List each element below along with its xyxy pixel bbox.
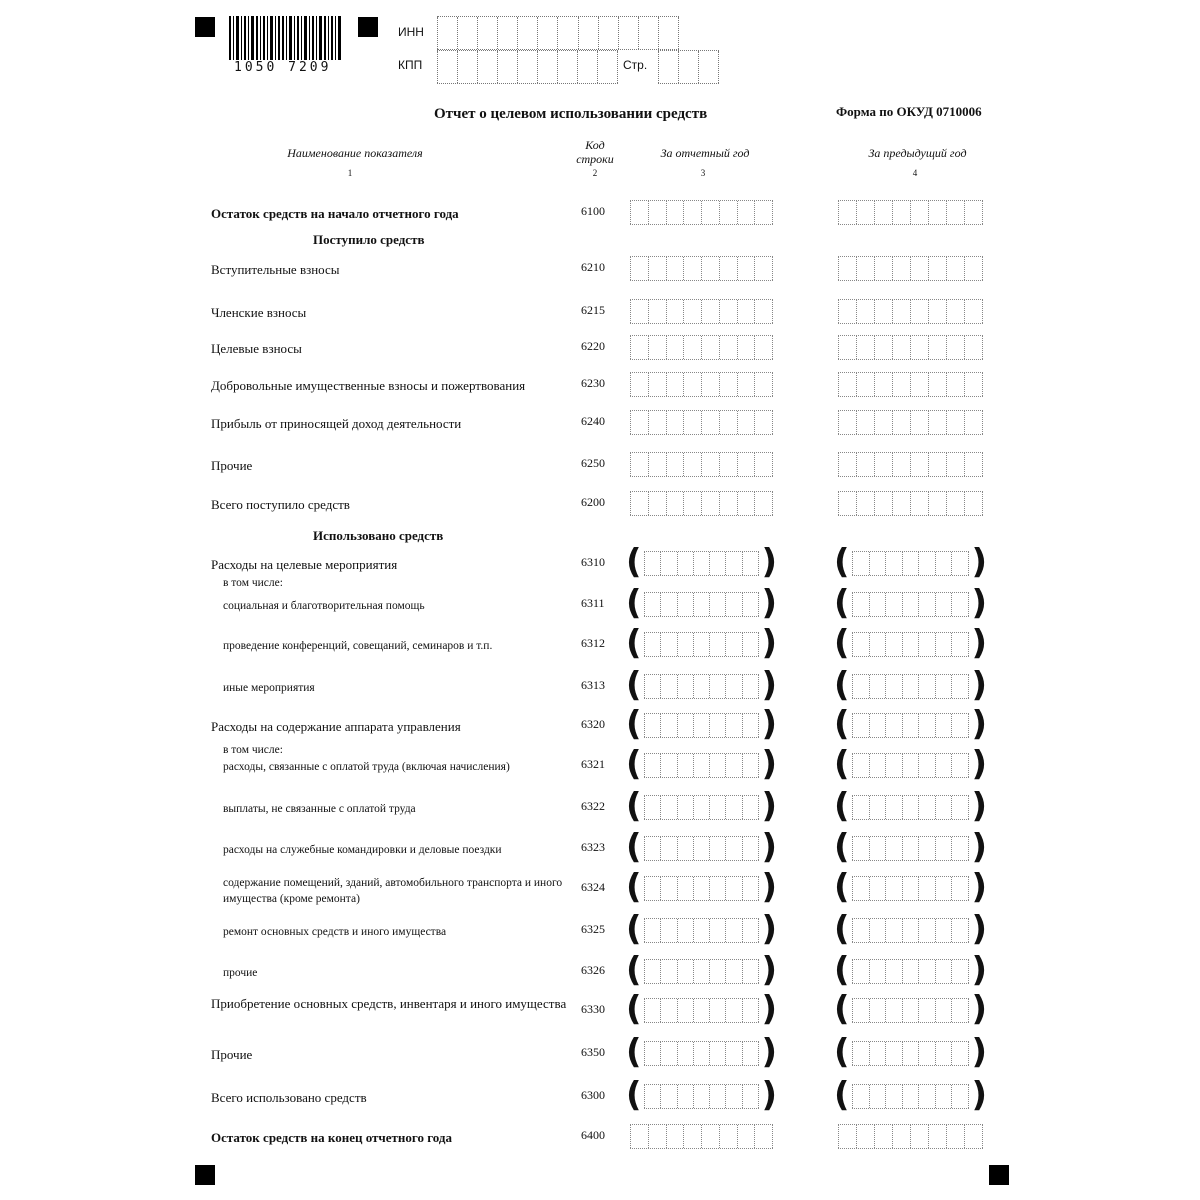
cell-grid	[644, 959, 759, 984]
row-code: 6220	[581, 339, 605, 353]
cell-grid	[838, 410, 983, 435]
row-code: 6311	[581, 596, 605, 610]
section-received: Поступило средств	[313, 232, 425, 247]
cell-grid	[852, 998, 969, 1023]
current-year-field[interactable]	[630, 452, 773, 477]
row-code: 6350	[581, 1045, 605, 1059]
open-paren-mark: (	[626, 1032, 642, 1072]
row-code: 6100	[581, 204, 605, 218]
open-paren-mark: (	[834, 989, 850, 1029]
previous-year-field[interactable]	[838, 299, 983, 324]
current-year-field[interactable]	[626, 583, 777, 623]
cell-grid	[630, 452, 773, 477]
cell-grid	[852, 876, 969, 901]
row-label: проведение конференций, совещаний, семинаров и т.п.	[223, 640, 493, 652]
cell-grid	[644, 1041, 759, 1066]
close-paren-mark: )	[761, 542, 777, 582]
open-paren-mark: (	[626, 867, 642, 907]
cell-grid	[630, 1124, 773, 1149]
close-paren-mark: )	[761, 704, 777, 744]
current-year-field[interactable]	[626, 704, 777, 744]
close-paren-mark: )	[761, 950, 777, 990]
cell-grid	[838, 200, 983, 225]
cell-grid	[838, 299, 983, 324]
cell-grid	[852, 592, 969, 617]
cell-grid	[630, 200, 773, 225]
open-paren-mark: (	[626, 704, 642, 744]
open-paren-mark: (	[626, 583, 642, 623]
current-year-field[interactable]	[630, 256, 773, 281]
cell-grid	[644, 713, 759, 738]
close-paren-mark: )	[761, 665, 777, 705]
open-paren-mark: (	[834, 704, 850, 744]
current-year-field[interactable]	[630, 200, 773, 225]
close-paren-mark: )	[971, 1032, 987, 1072]
column-header-code-line1: Код	[585, 138, 605, 152]
cell-grid	[852, 918, 969, 943]
cell-grid	[838, 335, 983, 360]
cell-grid	[852, 753, 969, 778]
current-year-field[interactable]	[630, 335, 773, 360]
row-label: Остаток средств на конец отчетного года	[211, 1130, 453, 1145]
previous-year-field[interactable]	[834, 665, 987, 705]
row-label: Прочие	[211, 1047, 253, 1062]
row-label: Расходы на содержание аппарата управления	[211, 719, 461, 734]
cell-grid	[838, 256, 983, 281]
current-year-field[interactable]	[626, 867, 777, 907]
inn-label: ИНН	[398, 25, 424, 39]
previous-year-field[interactable]	[834, 786, 987, 826]
open-paren-mark: (	[626, 989, 642, 1029]
current-year-field[interactable]	[630, 372, 773, 397]
current-year-field[interactable]	[630, 1124, 773, 1149]
row-code: 6312	[581, 636, 605, 650]
cell-grid	[838, 491, 983, 516]
open-paren-mark: (	[834, 950, 850, 990]
open-paren-mark: (	[834, 1075, 850, 1115]
close-paren-mark: )	[971, 950, 987, 990]
column-number-3: 3	[700, 168, 706, 178]
close-paren-mark: )	[761, 909, 777, 949]
cell-grid	[838, 1124, 983, 1149]
row-label: Расходы на целевые мероприятия	[211, 557, 398, 572]
row-code: 6215	[581, 303, 605, 317]
row-code: 6323	[581, 840, 605, 854]
cell-grid	[644, 836, 759, 861]
row-label: социальная и благотворительная помощь	[223, 600, 425, 612]
okud-code: Форма по ОКУД 0710006	[836, 104, 982, 119]
current-year-field[interactable]	[626, 623, 777, 663]
section-used: Использовано средств	[313, 528, 444, 543]
open-paren-mark: (	[834, 786, 850, 826]
cell-grid	[630, 299, 773, 324]
previous-year-field[interactable]	[834, 989, 987, 1029]
row-label: Всего использовано средств	[211, 1090, 367, 1105]
corner-marker-top-right	[358, 17, 378, 37]
current-year-field[interactable]	[626, 827, 777, 867]
row-code: 6230	[581, 376, 605, 390]
current-year-field[interactable]	[626, 1032, 777, 1072]
open-paren-mark: (	[626, 542, 642, 582]
column-number-1: 1	[347, 168, 353, 178]
cell-grid	[630, 372, 773, 397]
previous-year-field[interactable]	[834, 704, 987, 744]
open-paren-mark: (	[626, 827, 642, 867]
open-paren-mark: (	[834, 744, 850, 784]
cell-grid	[644, 632, 759, 657]
corner-marker-top-left	[195, 17, 215, 37]
cell-grid	[644, 674, 759, 699]
row-code: 6310	[581, 555, 605, 569]
cell-grid	[630, 410, 773, 435]
including-note: в том числе:	[223, 744, 283, 756]
close-paren-mark: )	[761, 786, 777, 826]
row-code: 6325	[581, 922, 605, 936]
row-label: Вступительные взносы	[211, 262, 340, 277]
page-number-field[interactable]	[658, 50, 719, 84]
open-paren-mark: (	[834, 1032, 850, 1072]
close-paren-mark: )	[971, 1075, 987, 1115]
close-paren-mark: )	[761, 989, 777, 1029]
previous-year-field[interactable]	[838, 1124, 983, 1149]
open-paren-mark: (	[626, 1075, 642, 1115]
row-label: Добровольные имущественные взносы и пожертвования	[211, 378, 526, 393]
cell-grid	[852, 795, 969, 820]
row-code: 6250	[581, 456, 605, 470]
cell-grid	[644, 753, 759, 778]
row-label: выплаты, не связанные с оплатой труда	[223, 803, 416, 815]
corner-marker-bottom-left	[195, 1165, 215, 1185]
close-paren-mark: )	[971, 909, 987, 949]
close-paren-mark: )	[971, 583, 987, 623]
open-paren-mark: (	[626, 744, 642, 784]
open-paren-mark: (	[834, 827, 850, 867]
previous-year-field[interactable]	[834, 1032, 987, 1072]
close-paren-mark: )	[971, 623, 987, 663]
close-paren-mark: )	[971, 744, 987, 784]
open-paren-mark: (	[834, 665, 850, 705]
column-header-current-year: За отчетный год	[660, 146, 750, 160]
open-paren-mark: (	[626, 950, 642, 990]
cell-grid	[838, 372, 983, 397]
close-paren-mark: )	[761, 867, 777, 907]
column-number-4: 4	[912, 168, 918, 178]
inn-field[interactable]	[437, 16, 679, 50]
row-label: Приобретение основных средств, инвентаря и иного имущества	[211, 996, 567, 1011]
open-paren-mark: (	[834, 542, 850, 582]
column-header-code-line2: строки	[576, 152, 614, 166]
current-year-field[interactable]	[626, 744, 777, 784]
close-paren-mark: )	[971, 827, 987, 867]
cell-grid	[630, 335, 773, 360]
cell-grid	[852, 959, 969, 984]
current-year-field[interactable]	[626, 909, 777, 949]
previous-year-field[interactable]	[834, 827, 987, 867]
close-paren-mark: )	[971, 867, 987, 907]
previous-year-field[interactable]	[834, 1075, 987, 1115]
current-year-field[interactable]	[626, 786, 777, 826]
cell-grid	[644, 998, 759, 1023]
cell-grid	[644, 551, 759, 576]
cell-grid	[644, 918, 759, 943]
cell-grid	[644, 876, 759, 901]
cell-grid	[644, 1084, 759, 1109]
row-label: Всего поступило средств	[211, 497, 350, 512]
row-label: Целевые взносы	[211, 341, 302, 356]
previous-year-field[interactable]	[838, 452, 983, 477]
row-code: 6321	[581, 757, 605, 771]
page-label: Стр.	[623, 58, 648, 72]
previous-year-field[interactable]	[834, 744, 987, 784]
row-label: расходы, связанные с оплатой труда (включая начисления)	[223, 761, 510, 773]
row-label: ремонт основных средств и иного имущества	[223, 926, 447, 938]
row-code: 6400	[581, 1128, 605, 1142]
kpp-label: КПП	[398, 58, 423, 72]
row-code: 6200	[581, 495, 605, 509]
barcode	[229, 16, 341, 60]
row-code: 6320	[581, 717, 605, 731]
close-paren-mark: )	[761, 1032, 777, 1072]
open-paren-mark: (	[626, 909, 642, 949]
row-code: 6322	[581, 799, 605, 813]
current-year-field[interactable]	[626, 1075, 777, 1115]
row-code: 6326	[581, 963, 605, 977]
row-label: расходы на служебные командировки и деловые поездки	[223, 844, 502, 856]
row-code: 6300	[581, 1088, 605, 1102]
row-code: 6210	[581, 260, 605, 274]
row-label: Прочие	[211, 458, 253, 473]
close-paren-mark: )	[761, 827, 777, 867]
previous-year-field[interactable]	[838, 410, 983, 435]
cell-grid	[644, 795, 759, 820]
kpp-field[interactable]	[437, 50, 618, 84]
row-label: содержание помещений, зданий, автомобильного транспорта и иного имущества (кроме ремонта)	[223, 877, 563, 905]
previous-year-field[interactable]	[834, 623, 987, 663]
open-paren-mark: (	[626, 665, 642, 705]
column-header-previous-year: За предыдущий год	[868, 146, 967, 160]
previous-year-field[interactable]	[834, 867, 987, 907]
previous-year-field[interactable]	[838, 200, 983, 225]
including-note: в том числе:	[223, 577, 283, 589]
previous-year-field[interactable]	[838, 372, 983, 397]
column-number-2: 2	[592, 168, 598, 178]
current-year-field[interactable]	[630, 299, 773, 324]
cell-grid	[630, 256, 773, 281]
close-paren-mark: )	[971, 542, 987, 582]
previous-year-field[interactable]	[834, 542, 987, 582]
previous-year-field[interactable]	[834, 909, 987, 949]
open-paren-mark: (	[626, 786, 642, 826]
current-year-field[interactable]	[626, 665, 777, 705]
previous-year-field[interactable]	[834, 583, 987, 623]
open-paren-mark: (	[834, 583, 850, 623]
open-paren-mark: (	[626, 623, 642, 663]
cell-grid	[852, 836, 969, 861]
current-year-field[interactable]	[626, 950, 777, 990]
cell-grid	[852, 1084, 969, 1109]
close-paren-mark: )	[761, 744, 777, 784]
cell-grid	[852, 551, 969, 576]
row-label: прочие	[223, 967, 258, 979]
open-paren-mark: (	[834, 623, 850, 663]
row-code: 6313	[581, 678, 605, 692]
row-label: Членские взносы	[211, 305, 307, 320]
row-code: 6330	[581, 1002, 605, 1016]
close-paren-mark: )	[971, 665, 987, 705]
cell-grid	[852, 632, 969, 657]
row-code: 6240	[581, 414, 605, 428]
corner-marker-bottom-right	[989, 1165, 1009, 1185]
current-year-field[interactable]	[626, 989, 777, 1029]
cell-grid	[852, 713, 969, 738]
barcode-number: 1050 7209	[234, 60, 332, 75]
row-code: 6324	[581, 880, 605, 894]
cell-grid	[644, 592, 759, 617]
previous-year-field[interactable]	[838, 256, 983, 281]
close-paren-mark: )	[971, 786, 987, 826]
close-paren-mark: )	[971, 989, 987, 1029]
current-year-field[interactable]	[626, 542, 777, 582]
previous-year-field[interactable]	[838, 335, 983, 360]
row-label: Прибыль от приносящей доход деятельности	[211, 416, 462, 431]
row-label: Остаток средств на начало отчетного года	[211, 206, 459, 221]
close-paren-mark: )	[761, 623, 777, 663]
cell-grid	[630, 491, 773, 516]
page-title: Отчет о целевом использовании средств	[434, 106, 708, 122]
previous-year-field[interactable]	[838, 491, 983, 516]
open-paren-mark: (	[834, 867, 850, 907]
current-year-field[interactable]	[630, 410, 773, 435]
open-paren-mark: (	[834, 909, 850, 949]
column-header-name: Наименование показателя	[287, 146, 423, 160]
cell-grid	[852, 1041, 969, 1066]
previous-year-field[interactable]	[834, 950, 987, 990]
close-paren-mark: )	[971, 704, 987, 744]
row-label: иные мероприятия	[223, 682, 315, 694]
close-paren-mark: )	[761, 1075, 777, 1115]
current-year-field[interactable]	[630, 491, 773, 516]
column-header-code	[565, 138, 625, 166]
cell-grid	[852, 674, 969, 699]
close-paren-mark: )	[761, 583, 777, 623]
cell-grid	[838, 452, 983, 477]
